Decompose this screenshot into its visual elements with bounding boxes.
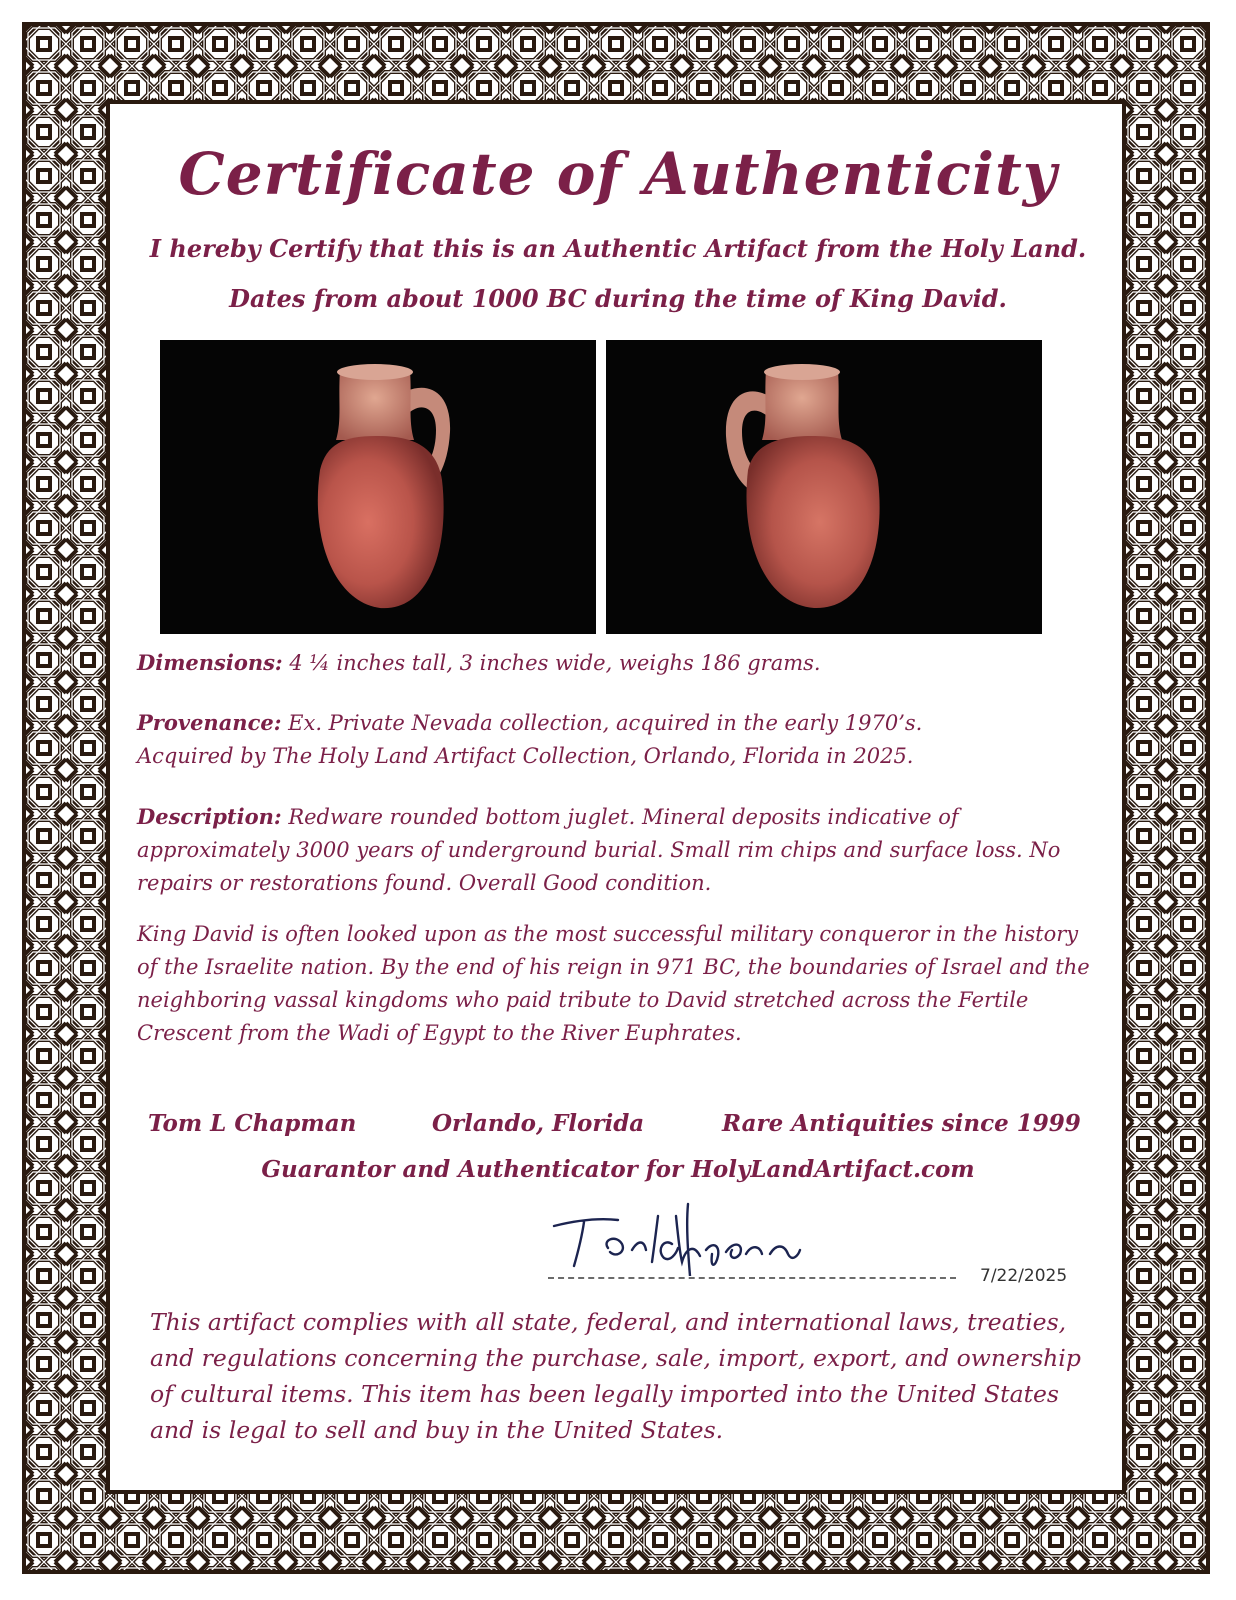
signer-name: Tom L Chapman (148, 1110, 357, 1137)
provenance-paragraph (137, 706, 1097, 773)
dimensions-paragraph (137, 646, 1097, 680)
dimensions-text: 4 ¼ inches tall, 3 inches wide, weighs 186 grams. (289, 651, 821, 675)
artifact-photo-left (160, 340, 596, 634)
history-paragraph: King David is often looked upon as the most successful military conqueror in the history of the Israelite nation. By the end of his reign in 971 BC, the boundaries of Israel and the neighboring vassal kingdoms who paid tribute to David stretched across the Fertile Crescent from the Wadi of Egypt to the River Euphrates. (137, 922, 1090, 1045)
description-label: Description: (137, 804, 282, 829)
description-text: Redware rounded bottom juglet. Mineral deposits indicative of approximately 3000 years of underground burial. Small rim chips and surface loss. No repairs or restorations found. Overall Good condition. (137, 805, 1061, 895)
certify-line: I hereby Certify that this is an Authentic Artifact from the Holy Land. (149, 234, 1087, 263)
provenance-text-2: Acquired by The Holy Land Artifact Collection, Orlando, Florida in 2025. (137, 744, 914, 768)
certificate-title: Certificate of Authenticity (178, 140, 1058, 208)
legal-compliance-paragraph: This artifact complies with all state, federal, and international laws, treaties, and regulations concerning the purchase, sale, import, export, and ownership of cultural items. This item has been legally imported into the United States and is legal to sell and buy in the United States. (150, 1308, 1081, 1444)
provenance-text: Ex. Private Nevada collection, acquired in the early 1970’s. (288, 711, 923, 735)
signer-location: Orlando, Florida (432, 1110, 645, 1137)
guarantor-line: Guarantor and Authenticator for HolyLandArtifact.com (261, 1156, 975, 1183)
signature-date: 7/22/2025 (980, 1266, 1068, 1286)
description-paragraph (137, 800, 1097, 900)
dimensions-label: Dimensions: (137, 650, 283, 675)
antiquities-since: Rare Antiquities since 1999 (722, 1110, 1081, 1137)
provenance-label: Provenance: (137, 710, 282, 735)
signature-line (548, 1277, 956, 1279)
artifact-photo-right (606, 340, 1042, 634)
date-line: Dates from about 1000 BC during the time of King David. (229, 284, 1007, 313)
handwritten-signature (548, 1196, 828, 1276)
